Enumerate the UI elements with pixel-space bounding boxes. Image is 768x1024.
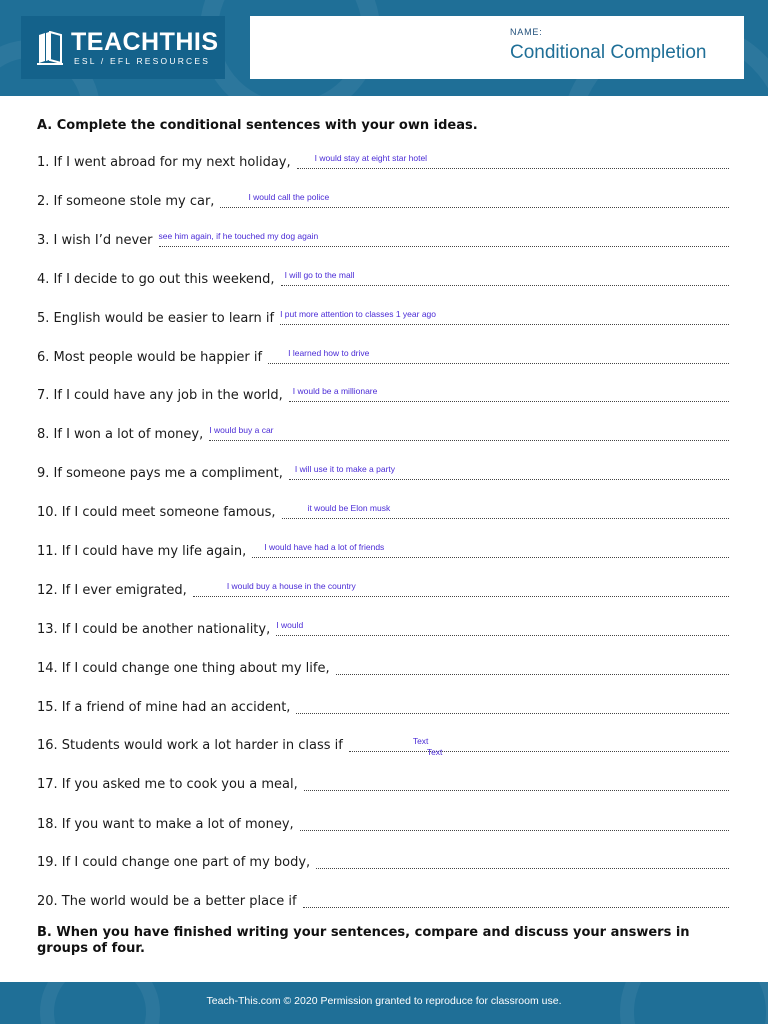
- answer-line[interactable]: [220, 192, 729, 208]
- name-label: NAME:: [510, 27, 543, 37]
- question-text: 10. If I could meet someone famous,: [37, 505, 276, 520]
- question-row: [37, 773, 729, 793]
- book-logo-icon: [35, 31, 65, 65]
- question-text: 19. If I could change one part of my body,: [37, 855, 311, 870]
- question-text: 2. If someone stole my car,: [37, 194, 215, 209]
- answer-line[interactable]: [158, 231, 729, 247]
- answer-line[interactable]: [300, 829, 729, 831]
- answer-line[interactable]: [276, 620, 729, 636]
- handwritten-answer-extra[interactable]: Text: [426, 747, 443, 757]
- handwritten-answer[interactable]: I will go to the mall: [284, 270, 355, 280]
- answer-line[interactable]: [349, 736, 729, 757]
- question-row: [37, 696, 729, 716]
- worksheet-title: Conditional Completion: [510, 42, 707, 63]
- question-row: [37, 813, 729, 833]
- answer-line[interactable]: [316, 867, 729, 869]
- answer-line[interactable]: [296, 712, 729, 714]
- teachthis-logo: [21, 16, 225, 79]
- answer-line[interactable]: [282, 503, 729, 519]
- answer-line[interactable]: [268, 348, 729, 364]
- worksheet-header: [0, 0, 768, 96]
- question-row: [37, 579, 729, 599]
- answer-line[interactable]: [297, 153, 729, 169]
- question-row: [37, 268, 729, 288]
- answer-line[interactable]: [303, 906, 729, 908]
- answer-line[interactable]: [304, 789, 729, 791]
- handwritten-answer[interactable]: I will use it to make a party: [294, 464, 396, 474]
- copyright-text: Teach-This.com © 2020 Permission granted to reproduce for classroom use.: [206, 995, 562, 1007]
- question-row: [37, 384, 729, 404]
- question-text: 1. If I went abroad for my next holiday,: [37, 155, 291, 170]
- question-text: 17. If you asked me to cook you a meal,: [37, 777, 298, 792]
- question-row: [37, 851, 729, 871]
- answer-line[interactable]: [193, 581, 729, 597]
- answer-line[interactable]: [281, 270, 729, 286]
- question-row: [37, 307, 729, 327]
- worksheet-footer: [0, 982, 768, 1024]
- handwritten-answer[interactable]: see him again, if he touched my dog again: [158, 231, 319, 241]
- question-row: [37, 734, 729, 757]
- handwritten-answer[interactable]: I would: [276, 620, 304, 630]
- question-row: [37, 618, 729, 638]
- logo-title: TEACHTHIS: [71, 27, 219, 56]
- handwritten-answer[interactable]: I put more attention to classes 1 year ago: [280, 309, 436, 319]
- logo-subtitle: ESL / EFL RESOURCES: [74, 55, 211, 66]
- question-text: 5. English would be easier to learn if: [37, 311, 275, 326]
- handwritten-answer[interactable]: I would stay at eight star hotel: [314, 153, 428, 163]
- handwritten-answer[interactable]: I would call the police: [248, 192, 330, 202]
- handwritten-answer[interactable]: I would buy a house in the country: [226, 581, 356, 591]
- question-text: 12. If I ever emigrated,: [37, 583, 187, 598]
- question-row: [37, 657, 729, 677]
- section-a-instruction: A. Complete the conditional sentences with your own ideas.: [37, 118, 478, 133]
- answer-line[interactable]: [336, 673, 729, 675]
- question-row: [37, 151, 729, 171]
- question-row: [37, 229, 729, 249]
- question-row: [37, 540, 729, 560]
- handwritten-answer[interactable]: I would be a millionare: [292, 386, 378, 396]
- answer-line[interactable]: [289, 386, 729, 402]
- question-row: [37, 501, 729, 521]
- question-text: 3. I wish I’d never: [37, 233, 153, 248]
- question-row: [37, 462, 729, 482]
- handwritten-answer[interactable]: it would be Elon musk: [307, 503, 391, 513]
- handwritten-answer[interactable]: Text: [412, 736, 429, 746]
- question-text: 15. If a friend of mine had an accident,: [37, 700, 291, 715]
- question-text: 4. If I decide to go out this weekend,: [37, 272, 275, 287]
- answer-line[interactable]: [280, 309, 729, 325]
- section-b-instruction: B. When you have finished writing your sentences, compare and discuss your answers in groups of four.: [37, 925, 690, 956]
- question-text: 9. If someone pays me a compliment,: [37, 466, 283, 481]
- handwritten-answer[interactable]: I would buy a car: [209, 425, 274, 435]
- question-row: [37, 423, 729, 443]
- question-row: [37, 346, 729, 366]
- question-text: 7. If I could have any job in the world,: [37, 388, 283, 403]
- answer-line[interactable]: [289, 464, 729, 480]
- question-text: 8. If I won a lot of money,: [37, 427, 204, 442]
- handwritten-answer[interactable]: I learned how to drive: [288, 348, 370, 358]
- question-text: 13. If I could be another nationality,: [37, 622, 271, 637]
- question-text: 16. Students would work a lot harder in class if: [37, 738, 343, 753]
- answer-line[interactable]: [209, 425, 729, 441]
- question-text: 11. If I could have my life again,: [37, 544, 247, 559]
- handwritten-answer[interactable]: I would have had a lot of friends: [264, 542, 385, 552]
- answer-line[interactable]: [252, 542, 729, 558]
- question-text: 14. If I could change one thing about my life,: [37, 661, 330, 676]
- question-row: [37, 190, 729, 210]
- name-field-box[interactable]: [250, 16, 744, 79]
- question-text: 20. The world would be a better place if: [37, 894, 297, 909]
- question-text: 6. Most people would be happier if: [37, 350, 263, 365]
- question-text: 18. If you want to make a lot of money,: [37, 817, 294, 832]
- question-row: [37, 890, 729, 910]
